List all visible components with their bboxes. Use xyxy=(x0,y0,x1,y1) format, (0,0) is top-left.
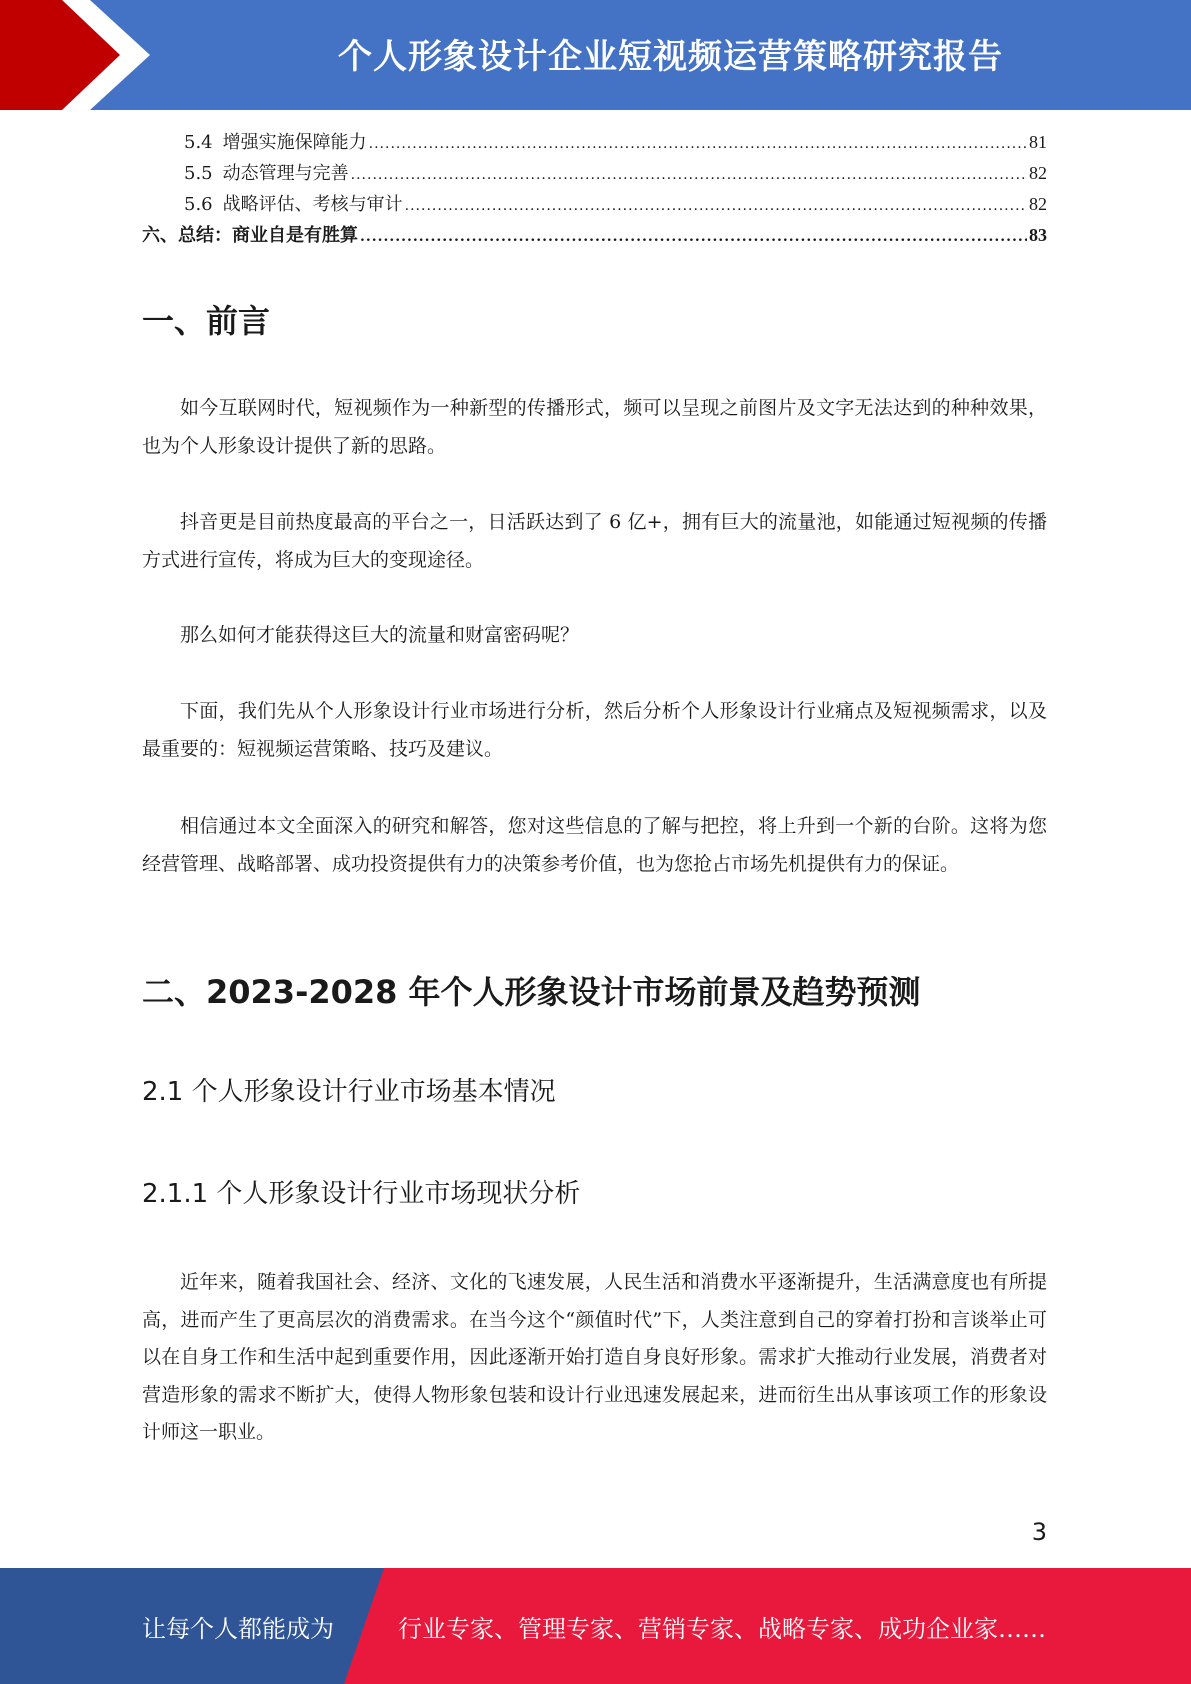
toc-entry[interactable] xyxy=(142,128,1047,159)
toc-entry[interactable] xyxy=(142,190,1047,221)
subsection-heading: 2.1 个人形象设计行业市场基本情况 xyxy=(142,1077,556,1107)
toc-entry[interactable] xyxy=(142,159,1047,190)
toc-label: 战略评估、考核与审计 xyxy=(222,194,403,215)
toc-label: 动态管理与完善 xyxy=(222,163,349,184)
paragraph: 如今互联网时代，短视频作为一种新型的传播形式，频可以呈现之前图片及文字无法达到的种种效果，也为个人形象设计提供了新的思路。 xyxy=(142,397,1047,457)
section-heading-market: 二、2023-2028 年个人形象设计市场前景及趋势预测 xyxy=(142,973,921,1011)
paragraph: 近年来，随着我国社会、经济、文化的飞速发展，人民生活和消费水平逐渐提升，生活满意度也有所提高，进而产生了更高层次的消费需求。在当今这个“颜值时代”下，人类注意到自己的穿着打扮和言谈举止可以在自身工作和生活中起到重要作用，因此逐渐开始打造自身良好形象。需求扩大推动行业发展，消费者对营造形象的需求不断扩大，使得人物形象包装和设计行业迅速发展起来，进而衍生出从事该项工作的形象设计师这一职业。 xyxy=(142,1271,1047,1443)
footer-slogan-right: 行业专家、管理专家、营销专家、战略专家、成功企业家…… xyxy=(398,1614,1046,1643)
toc-number: 5.5 xyxy=(184,163,213,184)
toc-entry[interactable] xyxy=(142,221,1047,252)
toc-label: 六、总结：商业自是有胜算 xyxy=(142,225,358,246)
toc-page: 81 xyxy=(1029,132,1047,152)
toc-page: 82 xyxy=(1029,163,1047,183)
section-heading-preface: 一、前言 xyxy=(142,302,271,340)
page-header xyxy=(0,0,1191,110)
header-title: 个人形象设计企业短视频运营策略研究报告 xyxy=(338,36,1003,77)
footer-slogan-left: 让每个人都能成为 xyxy=(142,1614,334,1643)
toc-leader xyxy=(351,167,1027,183)
paragraph: 下面，我们先从个人形象设计行业市场进行分析，然后分析个人形象设计行业痛点及短视频需求，以及最重要的：短视频运营策略、技巧及建议。 xyxy=(142,700,1047,760)
table-of-contents xyxy=(142,128,1047,252)
page-footer xyxy=(0,1568,1191,1684)
paragraph: 抖音更是目前热度最高的平台之一，日活跃达到了 6 亿+，拥有巨大的流量池，如能通过短视频的传播方式进行宣传，将成为巨大的变现途径。 xyxy=(142,511,1047,571)
toc-leader xyxy=(369,136,1027,152)
page-number: 3 xyxy=(1031,1518,1047,1546)
paragraph: 那么如何才能获得这巨大的流量和财富密码呢？ xyxy=(180,624,580,646)
toc-page: 83 xyxy=(1029,225,1047,245)
toc-number: 5.6 xyxy=(184,194,213,215)
subsection-heading: 2.1.1 个人形象设计行业市场现状分析 xyxy=(142,1179,581,1209)
toc-page: 82 xyxy=(1029,194,1047,214)
toc-number: 5.4 xyxy=(184,132,213,153)
toc-leader xyxy=(360,229,1027,245)
paragraph: 相信通过本文全面深入的研究和解答，您对这些信息的了解与把控，将上升到一个新的台阶。这将为您经营管理、战略部署、成功投资提供有力的决策参考价值，也为您抢占市场先机提供有力的保证。 xyxy=(142,815,1047,875)
toc-leader xyxy=(405,198,1027,214)
toc-label: 增强实施保障能力 xyxy=(222,132,367,153)
header-arrow-decoration xyxy=(0,0,160,110)
